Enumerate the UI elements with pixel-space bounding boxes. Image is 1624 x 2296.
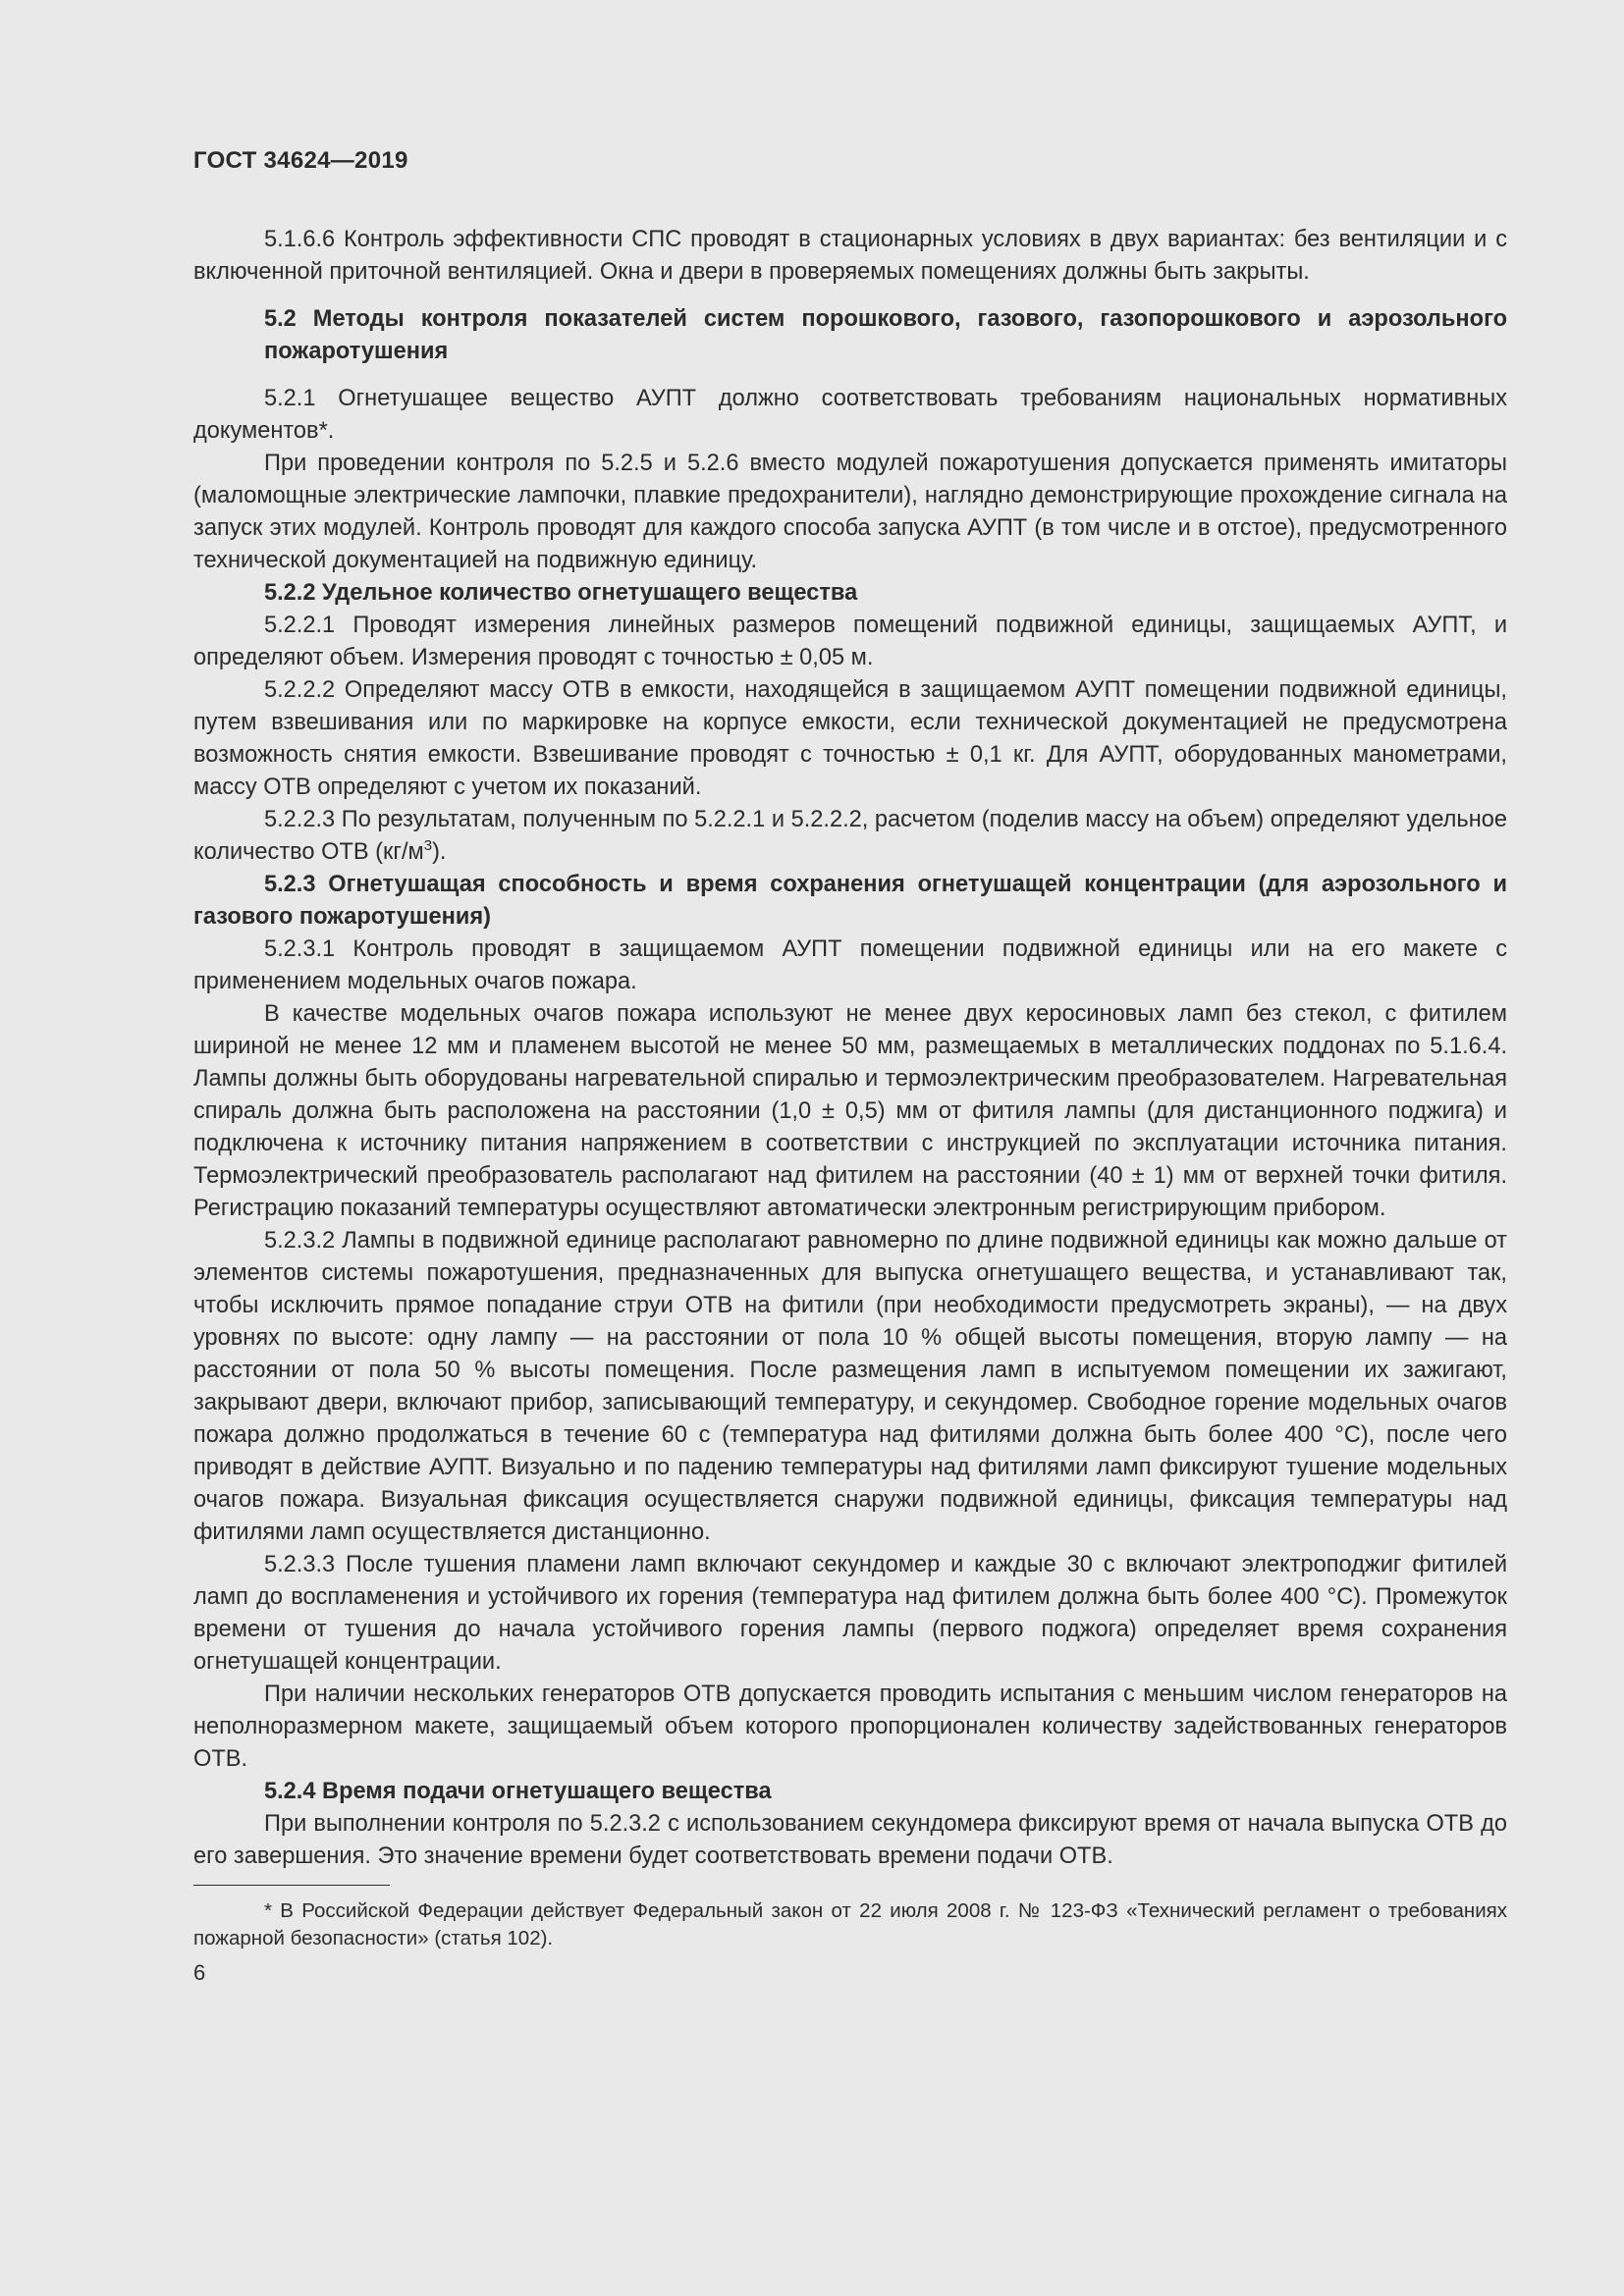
paragraph-5-2-2-3-end: ). (432, 839, 447, 865)
paragraph-5-2-2-3 (193, 804, 1507, 869)
section-heading-5-2-4: 5.2.4 Время подачи огнетушащего вещества (264, 1779, 772, 1804)
section-heading-5-2-2: 5.2.2 Удельное количество огнетушащего вещества (264, 580, 858, 606)
superscript-cube: 3 (423, 837, 433, 855)
paragraph-5-2-2-2: 5.2.2.2 Определяют массу ОТВ в емкости, находящейся в защищаемом АУПТ помещении подвижной единицы, путем взвешивания или по маркировке на корпусе емкости, если технической документацией не предусмотрена возможность снятия емкости. Взвешивание проводят с точностью ± 0,1 кг. Для АУПТ, оборудованных манометрами, массу ОТВ определяют с учетом их показаний. (193, 677, 1507, 800)
paragraph-5-2-3-2: 5.2.3.2 Лампы в подвижной единице располагают равномерно по длине подвижной единицы как можно дальше от элементов системы пожаротушения, предназначенных для выпуска огнетушащего вещества, и устанавливают так, чтобы исключить прямое попадание струи ОТВ на фитили (при необходимости предусмотреть экраны), — на двух уровнях по высоте: одну лампу — на расстоянии от пола 10 % общей высоты помещения, вторую лампу — на расстоянии от пола 50 % высоты помещения. После размещения ламп в испытуемом помещении их зажигают, закрывают двери, включают прибор, записывающий температуру, и секундомер. Свободное горение модельных очагов пожара должно продолжаться в течение 60 с (температура над фитилями должна быть более 400 °С), после чего приводят в действие АУПТ. Визуально и по падению температуры над фитилями ламп фиксируют тушение модельных очагов пожара. Визуальная фиксация осуществляется снаружи подвижной единицы, фиксация температуры над фитилями ламп осуществляется дистанционно. (193, 1228, 1507, 1545)
footnote: * В Российской Федерации действует Федеральный закон от 22 июля 2008 г. № 123-ФЗ «Технический регламент о требованиях пожарной безопасности» (статья 102). (193, 1899, 1507, 1949)
paragraph-5-2-3-1-continued: В качестве модельных очагов пожара используют не менее двух керосиновых ламп без стекол, с фитилем шириной не менее 12 мм и пламенем высотой не менее 50 мм, размещаемых в металлических поддонах по 5.1.6.4. Лампы должны быть оборудованы нагревательной спиралью и термоэлектрическим преобразователем. Нагревательная спираль должна быть расположена на расстоянии (1,0 ± 0,5) мм от фитиля лампы (для дистанционного поджига) и подключена к источнику питания напряжением в соответствии с инструкцией по эксплуатации источника питания. Термоэлектрический преобразователь располагают над фитилем на расстоянии (40 ± 1) мм от верхней точки фитиля. Регистрацию показаний температуры осуществляют автоматически электронным регистрирующим прибором. (193, 1001, 1507, 1221)
paragraph-5-2-3-3: 5.2.3.3 После тушения пламени ламп включают секундомер и каждые 30 с включают электроподжиг фитилей ламп до воспламенения и устойчивого их горения (температура над фитилем должна быть более 400 °С). Промежуток времени от тушения до начала устойчивого горения лампы (первого поджога) определяет время сохранения огнетушащей концентрации. (193, 1552, 1507, 1675)
paragraph-5-1-6-6: 5.1.6.6 Контроль эффективности СПС проводят в стационарных условиях в двух вариантах: без вентиляции и с включенной приточной вентиляцией. Окна и двери в проверяемых помещениях должны быть закрыты. (193, 227, 1507, 285)
page-number: 6 (193, 1960, 206, 1985)
paragraph-5-2-2-3-text: 5.2.2.3 По результатам, полученным по 5.2.2.1 и 5.2.2.2, расчетом (поделив массу на объем) определяют удельное количество ОТВ (кг/м (193, 807, 1507, 865)
document-header: ГОСТ 34624—2019 (193, 147, 408, 174)
document-body (193, 224, 1507, 1989)
paragraph-5-2-3-1: 5.2.3.1 Контроль проводят в защищаемом АУПТ помещении подвижной единицы или на его макете с применением модельных очагов пожара. (193, 936, 1507, 994)
paragraph-5-2-3-3-continued: При наличии нескольких генераторов ОТВ допускается проводить испытания с меньшим числом генераторов на неполноразмерном макете, защищаемый объем которого пропорционален количеству задействованных генераторов ОТВ. (193, 1682, 1507, 1772)
section-heading-5-2: 5.2 Методы контроля показателей систем порошкового, газового, газопорошкового и аэрозольного пожаротушения (264, 306, 1507, 364)
section-heading-5-2-3: 5.2.3 Огнетушащая способность и время сохранения огнетушащей концентрации (для аэрозольного и газового пожаротушения) (193, 872, 1507, 930)
paragraph-5-2-2-1: 5.2.2.1 Проводят измерения линейных размеров помещений подвижной единицы, защищаемых АУПТ, и определяют объем. Измерения проводят с точностью ± 0,05 м. (193, 613, 1507, 670)
paragraph-5-2-1: 5.2.1 Огнетушащее вещество АУПТ должно соответствовать требованиям национальных нормативных документов*. (193, 386, 1507, 444)
paragraph-5-2-4: При выполнении контроля по 5.2.3.2 с использованием секундомера фиксируют время от начала выпуска ОТВ до его завершения. Это значение времени будет соответствовать времени подачи ОТВ. (193, 1811, 1507, 1869)
footnote-divider (193, 1885, 390, 1886)
paragraph-5-2-1-continued: При проведении контроля по 5.2.5 и 5.2.6 вместо модулей пожаротушения допускается применять имитаторы (маломощные электрические лампочки, плавкие предохранители), наглядно демонстрирующие прохождение сигнала на запуск этих модулей. Контроль проводят для каждого способа запуска АУПТ (в том числе и в отстое), предусмотренного технической документацией на подвижную единицу. (193, 451, 1507, 573)
